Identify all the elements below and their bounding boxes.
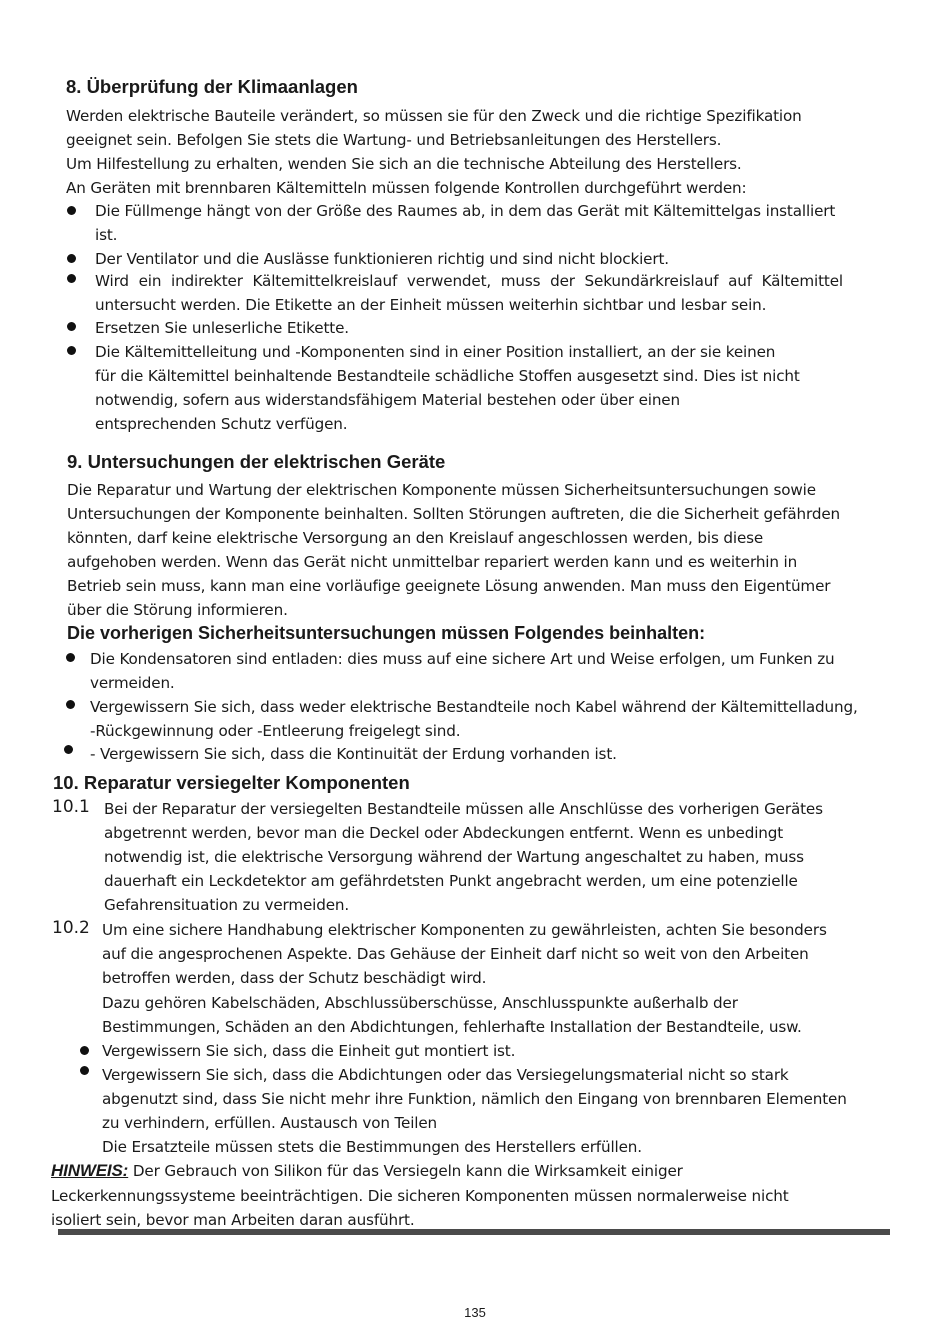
list-item-continuation: abgenutzt sind, dass Sie nicht mehr ihre Funktion, nämlich den Eingang von brennbaren Elementen: [102, 1090, 847, 1108]
list-item: Die Kondensatoren sind entladen: dies muss auf eine sichere Art und Weise erfolgen, um Funken zu: [90, 650, 835, 668]
list-item: Wird ein indirekter Kältemittelkreislauf verwendet, muss der Sekundärkreislauf auf Kältemittel: [95, 272, 843, 290]
note-label: HINWEIS:: [51, 1161, 129, 1180]
list-item: Vergewissern Sie sich, dass die Einheit gut montiert ist.: [102, 1042, 516, 1060]
list-item-continuation: entsprechenden Schutz verfügen.: [95, 415, 348, 433]
paragraph-line: könnten, darf keine elektrische Versorgung an den Kreislauf angeschlossen werden, bis diese: [67, 529, 764, 547]
list-item-continuation: ist.: [95, 226, 118, 244]
list-item-continuation: zu verhindern, erfüllen. Austausch von Teilen: [102, 1114, 438, 1132]
bullet-icon: [67, 206, 76, 215]
paragraph-line: dauerhaft ein Leckdetektor am gefährdetsten Punkt angebracht werden, um eine potenzielle: [104, 872, 798, 890]
bullet-icon: [67, 254, 76, 263]
note-line: Leckerkennungssysteme beeinträchtigen. Die sicheren Komponenten müssen normalerweise nicht: [51, 1187, 789, 1205]
list-item-continuation: notwendig, sofern aus widerstandsfähigem Material bestehen oder über einen: [95, 391, 680, 409]
bullet-icon: [66, 653, 75, 662]
bullet-icon: [67, 322, 76, 331]
paragraph-line: Die Ersatzteile müssen stets die Bestimmungen des Herstellers erfüllen.: [102, 1138, 642, 1156]
paragraph-line: Bestimmungen, Schäden an den Abdichtungen, fehlerhafte Installation der Bestandteile, usw.: [102, 1018, 802, 1036]
list-item: Die Füllmenge hängt von der Größe des Raumes ab, in dem das Gerät mit Kältemittelgas installiert: [95, 202, 836, 220]
item-number: 10.1: [52, 797, 90, 817]
item-number: 10.2: [52, 918, 90, 938]
note-line: isoliert sein, bevor man Arbeiten daran ausführt.: [51, 1211, 415, 1229]
list-item-continuation: untersucht werden. Die Etikette an der Einheit müssen weiterhin sichtbar und lesbar sein.: [95, 296, 767, 314]
paragraph-line: An Geräten mit brennbaren Kältemitteln müssen folgende Kontrollen durchgeführt werden:: [66, 179, 747, 197]
paragraph-line: abgetrennt werden, bevor man die Deckel oder Abdeckungen entfernt. Wenn es unbedingt: [104, 824, 784, 842]
paragraph-line: auf die angesprochenen Aspekte. Das Gehäuse der Einheit darf nicht so weit von den Arbeiten: [102, 945, 809, 963]
list-item: Der Ventilator und die Auslässe funktionieren richtig und sind nicht blockiert.: [95, 250, 669, 268]
note-text: Der Gebrauch von Silikon für das Versiegeln kann die Wirksamkeit einiger: [132, 1162, 683, 1180]
list-item: - Vergewissern Sie sich, dass die Kontinuität der Erdung vorhanden ist.: [90, 745, 617, 763]
section-10-heading: 10. Reparatur versiegelter Komponenten: [53, 772, 410, 793]
list-item-continuation: vermeiden.: [90, 674, 175, 692]
paragraph-line: Dazu gehören Kabelschäden, Abschlussüberschüsse, Anschlusspunkte außerhalb der: [102, 994, 738, 1012]
bullet-icon: [64, 745, 73, 754]
note-line: [51, 1161, 683, 1181]
paragraph-line: über die Störung informieren.: [67, 601, 288, 619]
paragraph-line: aufgehoben werden. Wenn das Gerät nicht unmittelbar repariert werden kann und es weiterhin in: [67, 553, 798, 571]
list-item: Die Kältemittelleitung und -Komponenten sind in einer Position installiert, an der sie keinen: [95, 343, 776, 361]
paragraph-line: notwendig ist, die elektrische Versorgung während der Wartung angeschaltet zu haben, muss: [104, 848, 804, 866]
section-9-heading: 9. Untersuchungen der elektrischen Geräte: [67, 451, 446, 472]
bullet-icon: [80, 1066, 89, 1075]
list-item: Vergewissern Sie sich, dass weder elektrische Bestandteile noch Kabel während der Kältemittelladung,: [90, 698, 858, 716]
paragraph-line: Gefahrensituation zu vermeiden.: [104, 896, 350, 914]
paragraph-line: Bei der Reparatur der versiegelten Bestandteile müssen alle Anschlüsse des vorherigen Gerätes: [104, 800, 823, 818]
bullet-icon: [67, 274, 76, 283]
bullet-icon: [67, 346, 76, 355]
paragraph-line: Um Hilfestellung zu erhalten, wenden Sie sich an die technische Abteilung des Herstellers.: [66, 155, 742, 173]
page-number: 135: [464, 1305, 486, 1320]
list-item-continuation: für die Kältemittel beinhaltende Bestandteile schädliche Stoffen ausgesetzt sind. Dies ist nicht: [95, 367, 800, 385]
footer-divider: [58, 1229, 890, 1235]
paragraph-line: Um eine sichere Handhabung elektrischer Komponenten zu gewährleisten, achten Sie besonders: [102, 921, 827, 939]
paragraph-line: Betrieb sein muss, kann man eine vorläufige geeignete Lösung anwenden. Man muss den Eigentümer: [67, 577, 831, 595]
paragraph-line: Untersuchungen der Komponente beinhalten. Sollten Störungen auftreten, die die Sicherheit gefährden: [67, 505, 840, 523]
paragraph-line: betroffen werden, dass der Schutz beschädigt wird.: [102, 969, 487, 987]
list-item-continuation: -Rückgewinnung oder -Entleerung freigelegt sind.: [90, 722, 461, 740]
bullet-icon: [66, 700, 75, 709]
paragraph-line: Die Reparatur und Wartung der elektrischen Komponente müssen Sicherheitsuntersuchungen sowie: [67, 481, 816, 499]
paragraph-line: Werden elektrische Bauteile verändert, so müssen sie für den Zweck und die richtige Spezifikation: [66, 107, 802, 125]
list-item: Ersetzen Sie unleserliche Etikette.: [95, 319, 349, 337]
section-8-heading: 8. Überprüfung der Klimaanlagen: [66, 76, 358, 97]
checklist-subtitle: Die vorherigen Sicherheitsuntersuchungen müssen Folgendes beinhalten:: [67, 623, 706, 643]
list-item: Vergewissern Sie sich, dass die Abdichtungen oder das Versiegelungsmaterial nicht so stark: [102, 1066, 789, 1084]
paragraph-line: geeignet sein. Befolgen Sie stets die Wartung- und Betriebsanleitungen des Herstellers.: [66, 131, 722, 149]
bullet-icon: [80, 1046, 89, 1055]
